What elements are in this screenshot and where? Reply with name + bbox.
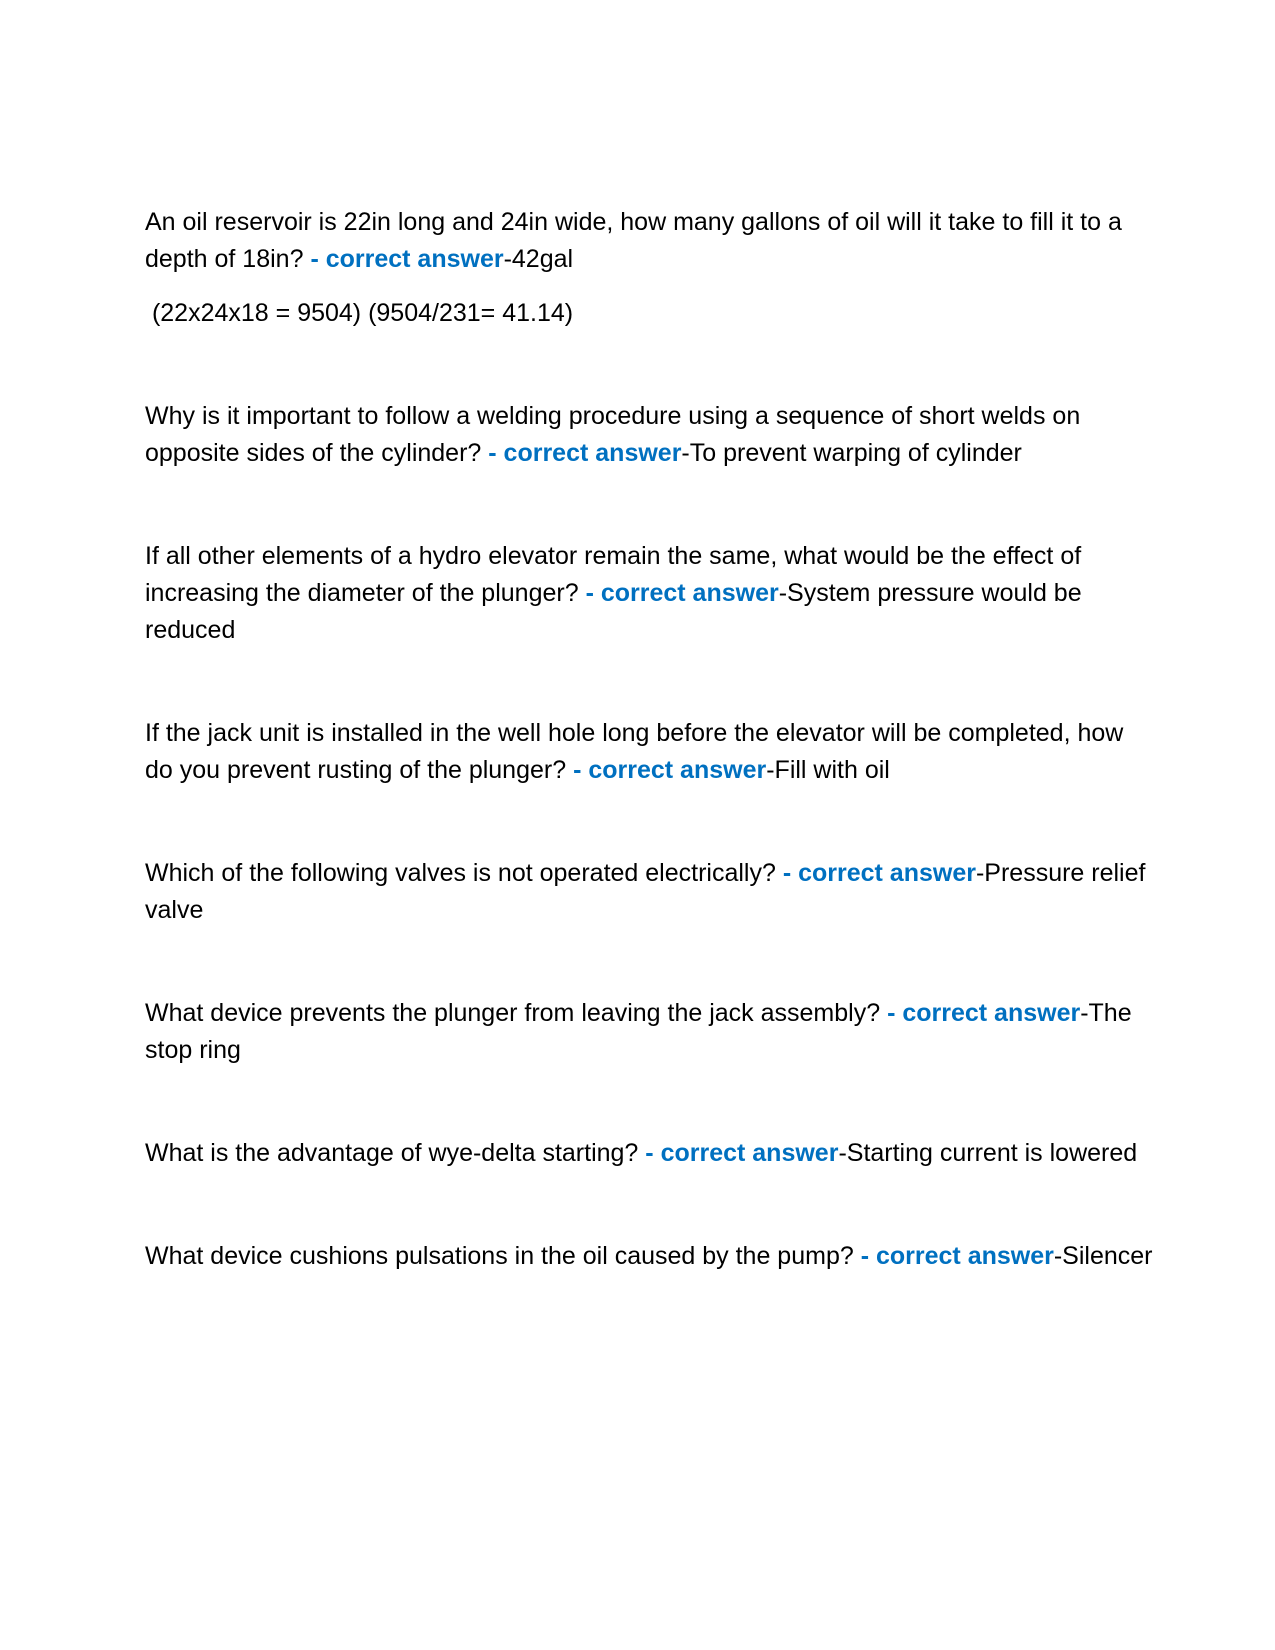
question-answer-separator (854, 1242, 861, 1270)
answer-text: -The stop ring (145, 999, 1132, 1064)
correct-answer-label: - correct answer (782, 859, 976, 887)
correct-answer-label: - correct answer (585, 579, 779, 607)
qa-item (145, 398, 1155, 472)
answer-text: -System pressure would be reduced (145, 579, 1082, 644)
correct-answer-label: - correct answer (860, 1242, 1054, 1270)
qa-item (145, 715, 1155, 789)
question-paragraph (145, 995, 1155, 1069)
question-paragraph (145, 1238, 1155, 1275)
question-paragraph (145, 855, 1155, 929)
calculation-note: (22x24x18 = 9504) (9504/231= 41.14) (145, 299, 574, 327)
answer-text: -Starting current is lowered (838, 1139, 1138, 1167)
question-answer-separator (776, 859, 783, 887)
answer-text: -Fill with oil (766, 756, 890, 784)
question-paragraph (145, 715, 1155, 789)
answer-text: -Silencer (1053, 1242, 1153, 1270)
correct-answer-label: - correct answer (488, 439, 682, 467)
qa-item (145, 538, 1155, 649)
qa-item (145, 1135, 1155, 1172)
question-text: An oil reservoir is 22in long and 24in wide, how many gallons of oil will it take to fill it to a depth of 18in? (145, 208, 1122, 273)
question-text: What device cushions pulsations in the oil caused by the pump? (145, 1242, 854, 1270)
correct-answer-label: - correct answer (573, 756, 767, 784)
answer-text: -To prevent warping of cylinder (681, 439, 1022, 467)
qa-item (145, 995, 1155, 1069)
qa-item (145, 855, 1155, 929)
qa-item (145, 1238, 1155, 1275)
question-text: What is the advantage of wye-delta starting? (145, 1139, 639, 1167)
question-paragraph (145, 538, 1155, 649)
question-text: What device prevents the plunger from leaving the jack assembly? (145, 999, 881, 1027)
answer-text: -Pressure relief valve (145, 859, 1146, 924)
answer-text: -42gal (503, 245, 574, 273)
correct-answer-label: - correct answer (310, 245, 504, 273)
question-text: Why is it important to follow a welding procedure using a sequence of short welds on opposite sides of the cylinder? (145, 402, 1081, 467)
question-text: If all other elements of a hydro elevator remain the same, what would be the effect of increasing the diameter of the plunger? (145, 542, 1082, 607)
question-text: If the jack unit is installed in the well hole long before the elevator will be completed, how do you prevent rusting of the plunger? (145, 719, 1124, 784)
question-paragraph (145, 1135, 1155, 1172)
qa-item (145, 204, 1155, 332)
question-answer-separator (579, 579, 586, 607)
question-text: Which of the following valves is not operated electrically? (145, 859, 776, 887)
correct-answer-label: - correct answer (887, 999, 1081, 1027)
question-paragraph (145, 204, 1155, 278)
question-paragraph (145, 398, 1155, 472)
correct-answer-label: - correct answer (645, 1139, 839, 1167)
